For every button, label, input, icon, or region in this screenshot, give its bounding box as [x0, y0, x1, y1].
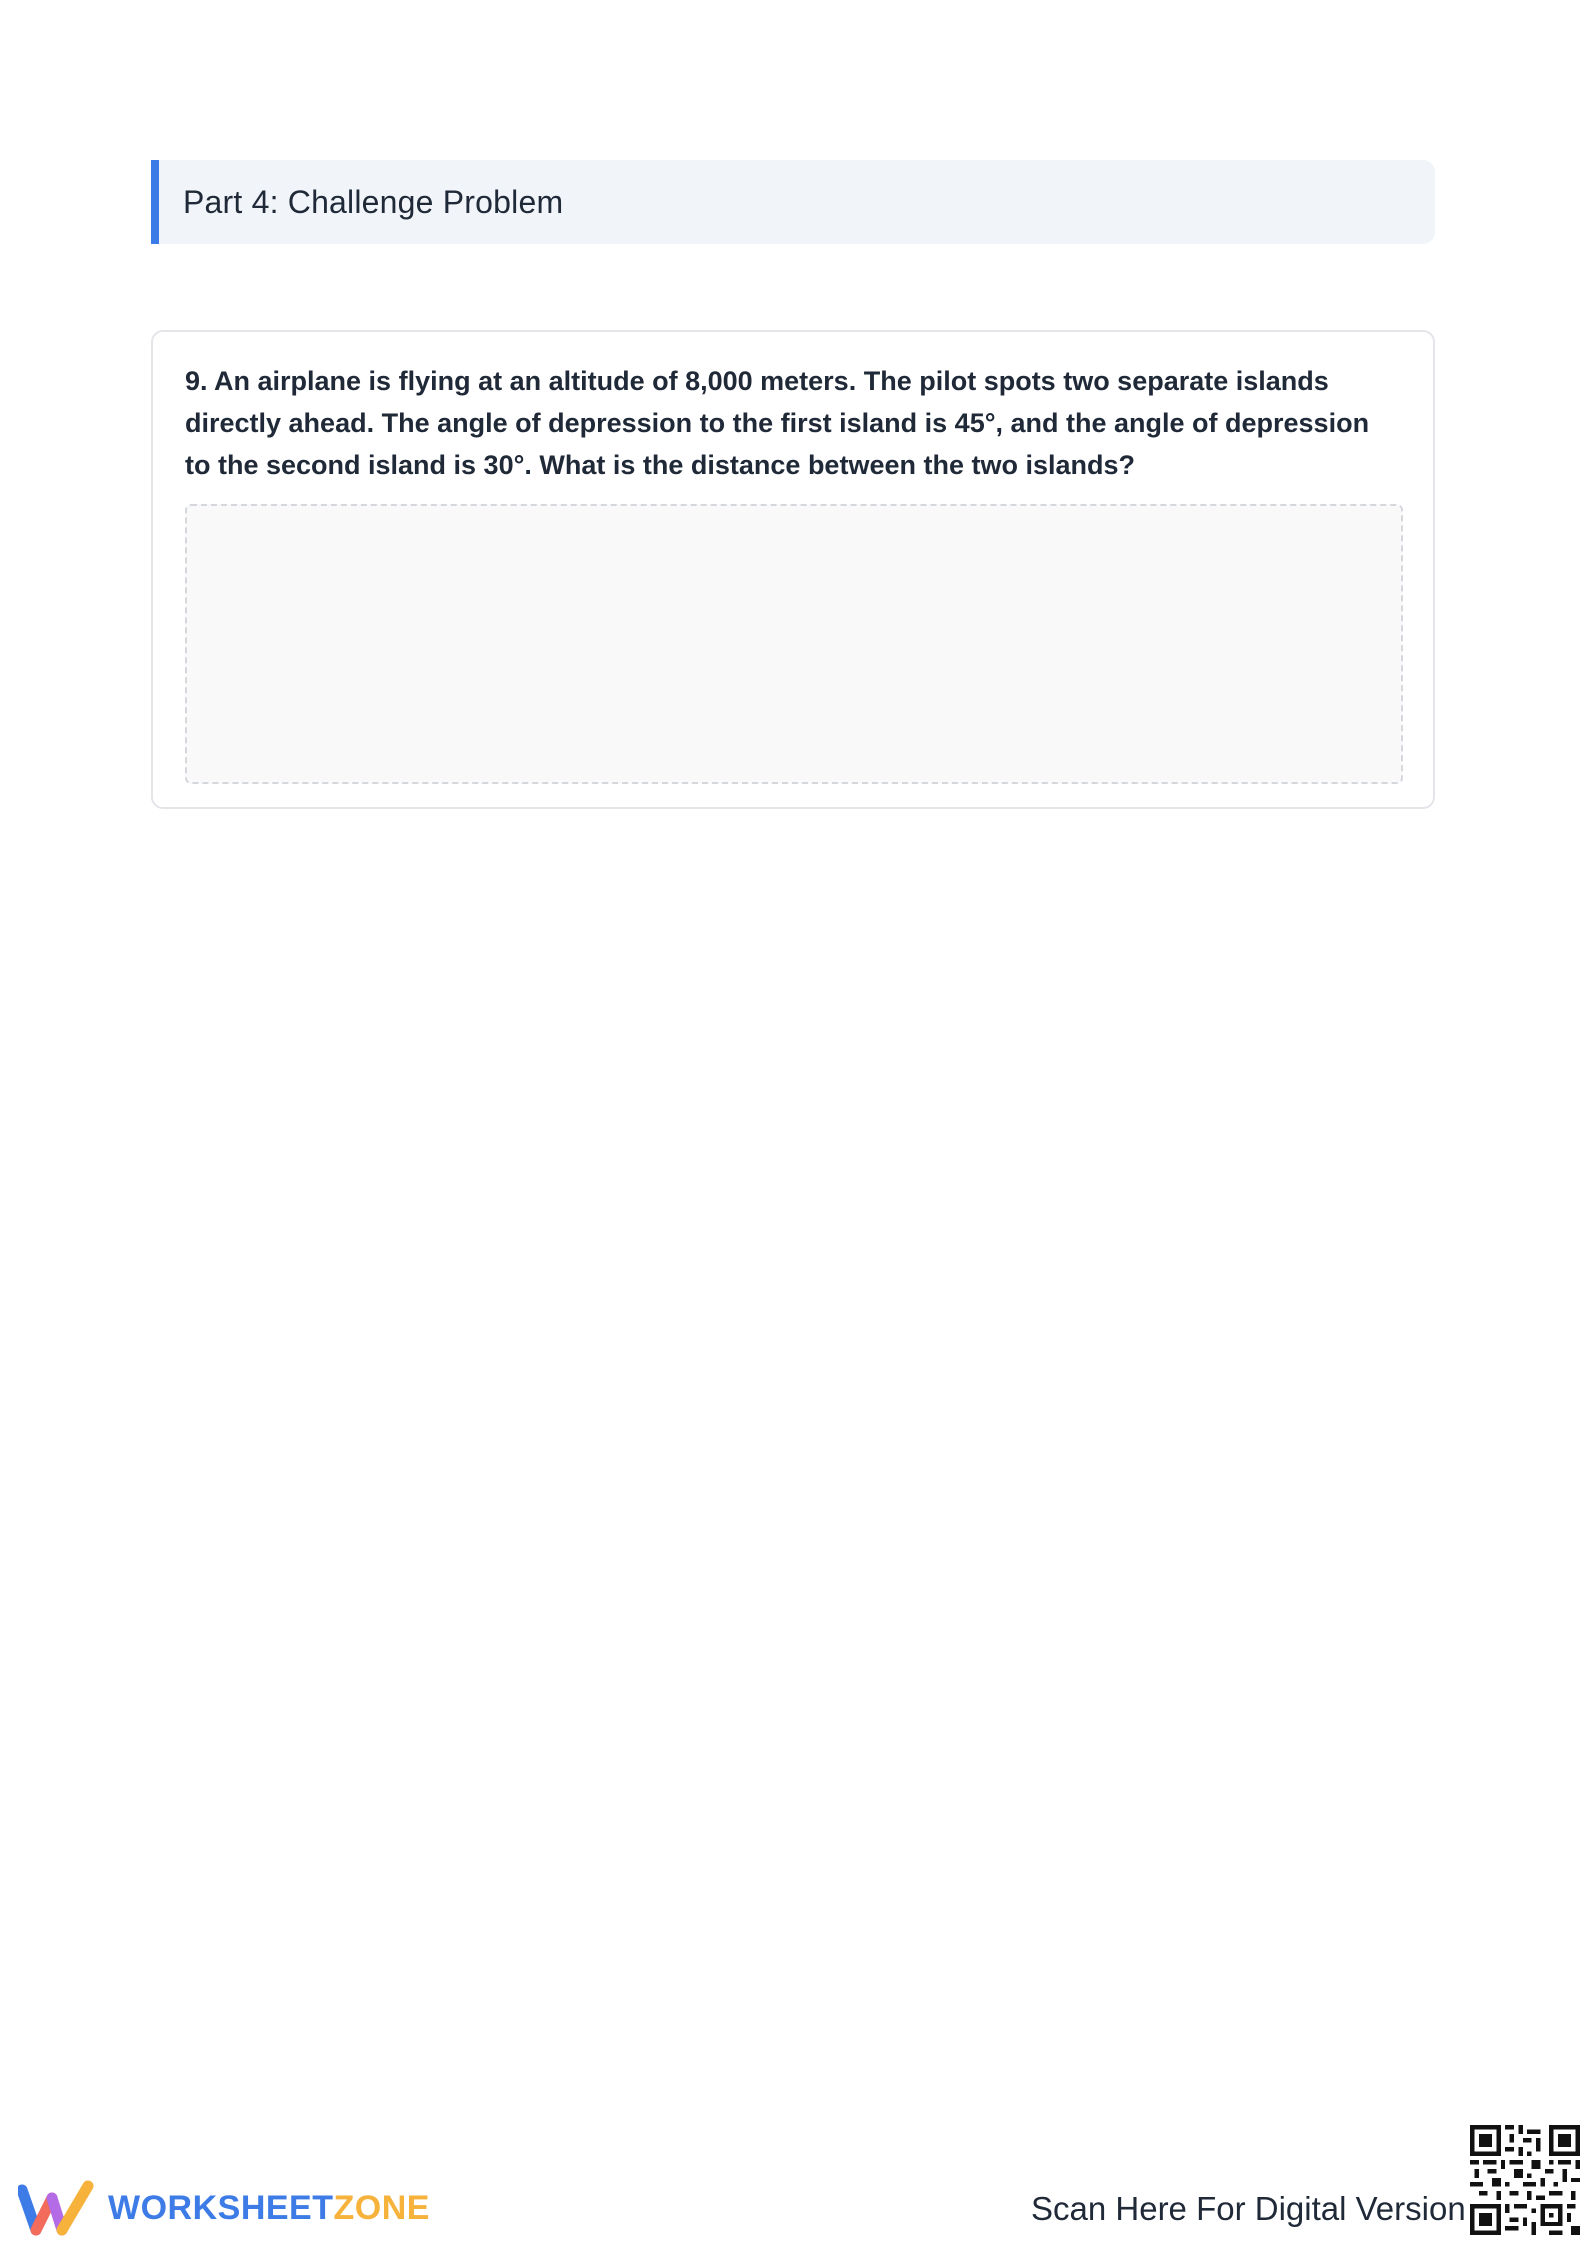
qr-code-icon[interactable]: [1470, 2125, 1580, 2235]
question-text: 9. An airplane is flying at an altitude of 8,000 meters. The pilot spots two separate islands directly ahead. The angle of depression to the first island is 45°, and the angle of depression to the second island is 30°. What is the distance between the two islands?: [185, 366, 1370, 480]
section-header: [151, 160, 1435, 244]
section-title: Part 4: Challenge Problem: [183, 183, 564, 220]
logo-text-worksheet: WORKSHEET: [108, 2188, 334, 2227]
question-card: [151, 330, 1435, 809]
logo-w-icon: [18, 2180, 94, 2236]
logo-text: [108, 2189, 430, 2228]
answer-box[interactable]: [185, 504, 1403, 784]
scan-instruction: Scan Here For Digital Version: [1031, 2190, 1466, 2227]
logo-text-zone: ZONE: [333, 2188, 430, 2227]
worksheetzone-logo[interactable]: [18, 2180, 430, 2236]
